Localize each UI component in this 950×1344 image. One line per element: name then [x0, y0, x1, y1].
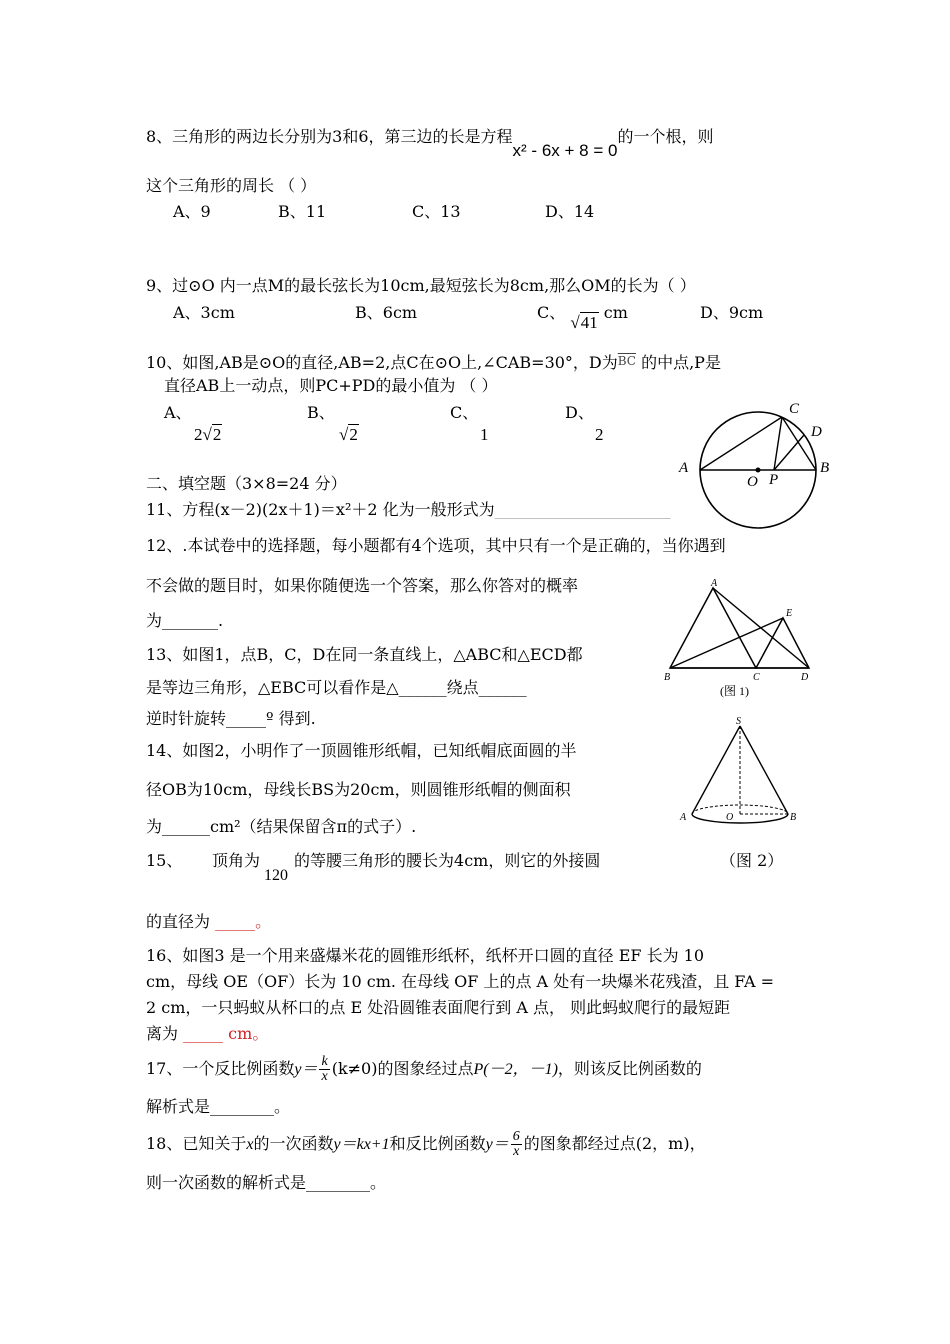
- section2-title: 二、填空题（3×8=24 分）: [146, 474, 347, 493]
- q15-text-post: 的等腰三角形的腰长为4cm，则它的外接圆: [294, 851, 601, 870]
- q18-text-post: 的图象都经过点(2，m)，: [523, 1134, 706, 1153]
- q15-blank: _____。: [215, 912, 272, 931]
- fig2-label-o: O: [726, 812, 734, 823]
- fig1-label-d: D: [801, 672, 809, 683]
- cone-edge-sb: [740, 726, 788, 814]
- segment-be: [670, 618, 783, 668]
- q17-condition: (k≠0)的图象经过点: [331, 1059, 474, 1078]
- q10-option-c-value: 1: [480, 425, 489, 444]
- fig2-label-b: B: [790, 812, 797, 823]
- q16-line3: 2 cm，一只蚂蚁从杯口的点 E 处沿圆锥表面爬行到 A 点， 则此蚂蚁爬行的最短距: [146, 998, 731, 1017]
- label-c: C: [789, 401, 800, 417]
- label-d: D: [811, 424, 822, 440]
- q10-option-a-coef: 2: [194, 425, 203, 444]
- chord-ac: [700, 417, 782, 470]
- label-o: O: [747, 474, 758, 490]
- q16-blank: _____ cm。: [183, 1024, 269, 1043]
- q15-angle: 120: [264, 867, 289, 884]
- q18-frac-den: x: [513, 1144, 520, 1159]
- q18-line1: [146, 1127, 706, 1162]
- q16-line4-text: 离为: [146, 1024, 184, 1043]
- q17-frac-den: x: [321, 1069, 328, 1084]
- q9-option-c-label: C、: [537, 303, 566, 322]
- q9-option-b: B、6cm: [355, 303, 418, 322]
- q18-text-mid1: 的一次函数: [253, 1134, 334, 1153]
- q10-option-a: A、 2√2: [164, 403, 222, 444]
- label-b: B: [820, 460, 830, 476]
- q9-option-c: C、 √41 cm: [537, 303, 628, 332]
- q10-text-pre: 10、如图,AB是⊙O的直径,AB=2,点C在⊙O上,∠CAB=30°，D为: [146, 353, 618, 372]
- fig1-label-e: E: [786, 608, 793, 619]
- q13-line1: 13、如图1，点B，C，D在同一条直线上，△ABC和△ECD都: [146, 645, 583, 664]
- q11-text: 11、方程(x－2)(2x＋1)＝x²＋2 化为一般形式为: [146, 500, 495, 519]
- q11-line: [146, 499, 671, 521]
- q15-line1: [212, 850, 601, 884]
- q17-text-pre: 17、一个反比例函数: [146, 1059, 295, 1078]
- q9-option-c-radicand: 41: [580, 313, 598, 332]
- q15-line2: [146, 911, 271, 933]
- q18-linear: y＝kx+1: [333, 1136, 390, 1153]
- q10-line2: 直径AB上一动点，则PC+PD的最小值为 （ ）: [164, 376, 498, 395]
- q18-y-eq: y＝: [485, 1136, 509, 1153]
- q16-line1: 16、如图3 是一个用来盛爆米花的圆锥形纸杯，纸杯开口圆的直径 EF 长为 10: [146, 946, 705, 965]
- q10-option-a-radicand: 2: [212, 425, 222, 444]
- fig2-label-a: A: [680, 812, 687, 823]
- q8-option-c: C、13: [412, 202, 461, 221]
- q17-fraction: [319, 1055, 329, 1084]
- fig1-label-a: A: [711, 578, 718, 589]
- q8-line1: [146, 126, 714, 160]
- q10-arc-bc: $\overline{BC}$: [617, 354, 636, 368]
- q10-option-c-label: C、: [450, 403, 479, 422]
- q18-text-mid2: 和反比例函数: [389, 1134, 486, 1153]
- fig1-label-c: C: [753, 672, 760, 683]
- q17-line2: 解析式是________。: [146, 1097, 291, 1116]
- q10-option-c: [450, 402, 489, 446]
- q10-line1: [146, 352, 721, 375]
- figure-circle-diameter: [670, 395, 840, 530]
- q9-line1: 9、过⊙O 内一点M的最长弦长为10cm,最短弦长为8cm,那么OM的长为（ ）: [146, 276, 696, 295]
- q9-option-d: D、9cm: [700, 303, 764, 322]
- q8-equation: x² - 6x + 8 = 0: [512, 141, 618, 160]
- q10-option-d-label: D、: [565, 403, 594, 422]
- q12-line3: 为_______.: [146, 611, 224, 630]
- q12-line1: 12、.本试卷中的选择题，每小题都有4个选项，其中只有一个是正确的，当你遇到: [146, 536, 726, 555]
- fig2-caption: （图 2）: [720, 851, 784, 870]
- q16-line2: cm，母线 OE（OF）长为 10 cm. 在母线 OF 上的点 A 处有一块爆米花残渣，且 FA =: [146, 972, 775, 991]
- cone-edge-sa: [692, 726, 740, 814]
- q13-line3: 逆时针旋转_____º 得到.: [146, 709, 316, 728]
- q14-line3: 为______cm²（结果保留含π的式子）.: [146, 817, 417, 836]
- q10-option-b-radicand: 2: [349, 425, 358, 444]
- q18-line2: 则一次函数的解析式是________。: [146, 1173, 387, 1192]
- segment-ad: [713, 588, 809, 668]
- q12-line2: 不会做的题目时，如果你随便选一个答案，那么你答对的概率: [146, 576, 579, 595]
- triangle-abc: [670, 588, 756, 668]
- q8-text-pre: 8、三角形的两边长分别为3和6，第三边的长是方程: [146, 127, 513, 146]
- q8-option-d: D、14: [545, 202, 595, 221]
- q9-option-c-unit: cm: [603, 303, 628, 322]
- q16-line4: [146, 1023, 268, 1045]
- q17-y-eq: y＝: [294, 1061, 318, 1078]
- label-p: P: [769, 472, 779, 488]
- q14-line2: 径OB为10cm，母线长BS为20cm，则圆锥形纸帽的侧面积: [146, 780, 571, 799]
- q8-line2: 这个三角形的周长 （ ）: [146, 176, 317, 195]
- q17-line1: [146, 1052, 702, 1087]
- q10-text-post: 的中点,P是: [636, 353, 721, 372]
- q10-option-d: [565, 402, 604, 446]
- base-front-arc: [692, 814, 788, 823]
- q18-frac-num: 6: [512, 1129, 520, 1144]
- fig2-label-s: S: [736, 716, 741, 727]
- q8-option-b: B、11: [278, 202, 327, 221]
- q15-text-pre: 顶角为: [212, 851, 261, 870]
- q10-option-b-label: B、: [307, 403, 335, 422]
- center-o-dot: [756, 468, 761, 473]
- q18-var: x: [246, 1136, 254, 1153]
- q15-label: 15、: [146, 851, 183, 870]
- q8-option-a: A、9: [173, 202, 211, 221]
- label-a: A: [679, 460, 689, 476]
- q10-option-d-value: 2: [595, 425, 604, 444]
- figure-1-triangles: [660, 578, 820, 703]
- q8-text-post: 的一个根，则: [617, 127, 714, 146]
- q14-line1: 14、如图2，小明作了一顶圆锥形纸帽，已知纸帽底面圆的半: [146, 741, 577, 760]
- q18-fraction: [511, 1130, 522, 1159]
- q17-frac-num: k: [321, 1054, 328, 1069]
- q9-option-a: A、3cm: [173, 303, 235, 322]
- fig1-caption: (图 1): [720, 684, 749, 698]
- fig1-label-b: B: [664, 672, 671, 683]
- q18-text-pre: 18、已知关于: [146, 1134, 247, 1153]
- q10-option-b: B、 √2: [307, 403, 358, 444]
- q10-option-a-label: A、: [164, 403, 192, 422]
- figure-2-cone: [676, 712, 806, 834]
- q17-point: P(－2，－1): [473, 1061, 558, 1078]
- q13-line2: 是等边三角形，△EBC可以看作是△______绕点______: [146, 678, 527, 697]
- q11-blank: ______________________: [494, 500, 671, 519]
- q15-line2-text: 的直径为: [146, 912, 216, 931]
- q17-text-post: ，则该反比例函数的: [557, 1059, 702, 1078]
